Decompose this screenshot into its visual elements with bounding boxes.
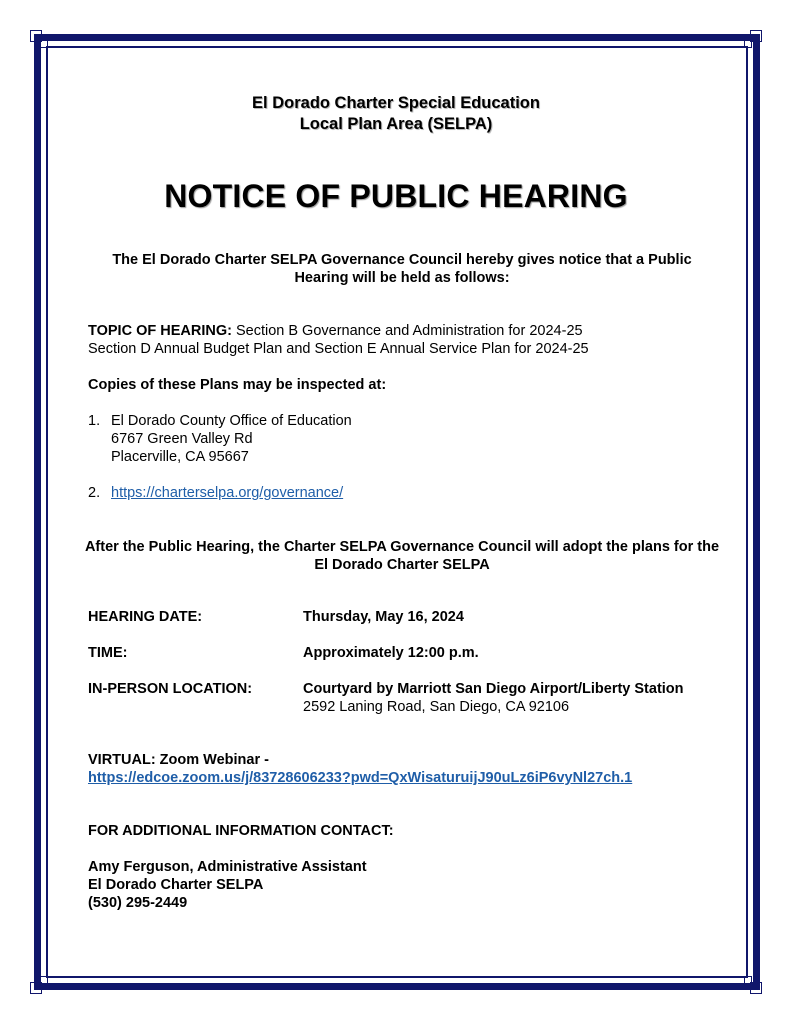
- adopt-notice: After the Public Hearing, the Charter SELPA Governance Council will adopt the plans for the El Dorado Charter SELPA: [84, 539, 720, 573]
- list-item-number-1: 1.: [88, 413, 101, 429]
- hearing-date-label: HEARING DATE:: [88, 609, 203, 625]
- topic-line1: [88, 322, 583, 340]
- governance-link[interactable]: https://charterselpa.org/governance/: [111, 485, 344, 501]
- corner-square-top-right: [744, 40, 752, 48]
- contact-heading: FOR ADDITIONAL INFORMATION CONTACT:: [88, 823, 394, 839]
- corner-square-bottom-right: [744, 976, 752, 984]
- org-name-line1: El Dorado Charter Special Education: [252, 94, 540, 112]
- corner-square-bottom-left: [40, 976, 48, 984]
- location-address: 2592 Laning Road, San Diego, CA 92106: [303, 699, 570, 715]
- virtual-label: VIRTUAL: Zoom Webinar -: [88, 752, 269, 768]
- corner-square-top-left: [40, 40, 48, 48]
- list-item-number-2: 2.: [88, 485, 101, 501]
- topic-label: TOPIC OF HEARING:: [88, 323, 232, 339]
- location-1-name: El Dorado County Office of Education: [111, 413, 352, 429]
- contact-name: Amy Ferguson, Administrative Assistant: [88, 859, 367, 875]
- location-label: IN-PERSON LOCATION:: [88, 681, 253, 697]
- topic-text1: Section B Governance and Administration for 2024-25: [235, 323, 583, 339]
- time-value: Approximately 12:00 p.m.: [303, 645, 479, 661]
- contact-org: El Dorado Charter SELPA: [88, 877, 264, 893]
- org-name-line2: Local Plan Area (SELPA): [299, 115, 493, 133]
- topic-line2: Section D Annual Budget Plan and Section E Annual Service Plan for 2024-25: [88, 341, 589, 357]
- hearing-date-value: Thursday, May 16, 2024: [303, 609, 464, 625]
- location-1-street: 6767 Green Valley Rd: [111, 431, 253, 447]
- page-title: NOTICE OF PUBLIC HEARING: [164, 178, 628, 214]
- contact-phone: (530) 295-2449: [88, 895, 188, 911]
- location-name: Courtyard by Marriott San Diego Airport/Liberty Station: [303, 681, 684, 697]
- time-label: TIME:: [88, 645, 128, 661]
- location-1-city: Placerville, CA 95667: [111, 449, 249, 465]
- copies-heading: Copies of these Plans may be inspected at:: [88, 377, 387, 393]
- zoom-webinar-link[interactable]: https://edcoe.zoom.us/j/83728606233?pwd=QxWisaturuijJ90uLz6iP6vyNl27ch.1: [88, 770, 633, 786]
- intro-paragraph: The El Dorado Charter SELPA Governance Council hereby gives notice that a Public Hearing will be held as follows:: [112, 252, 692, 286]
